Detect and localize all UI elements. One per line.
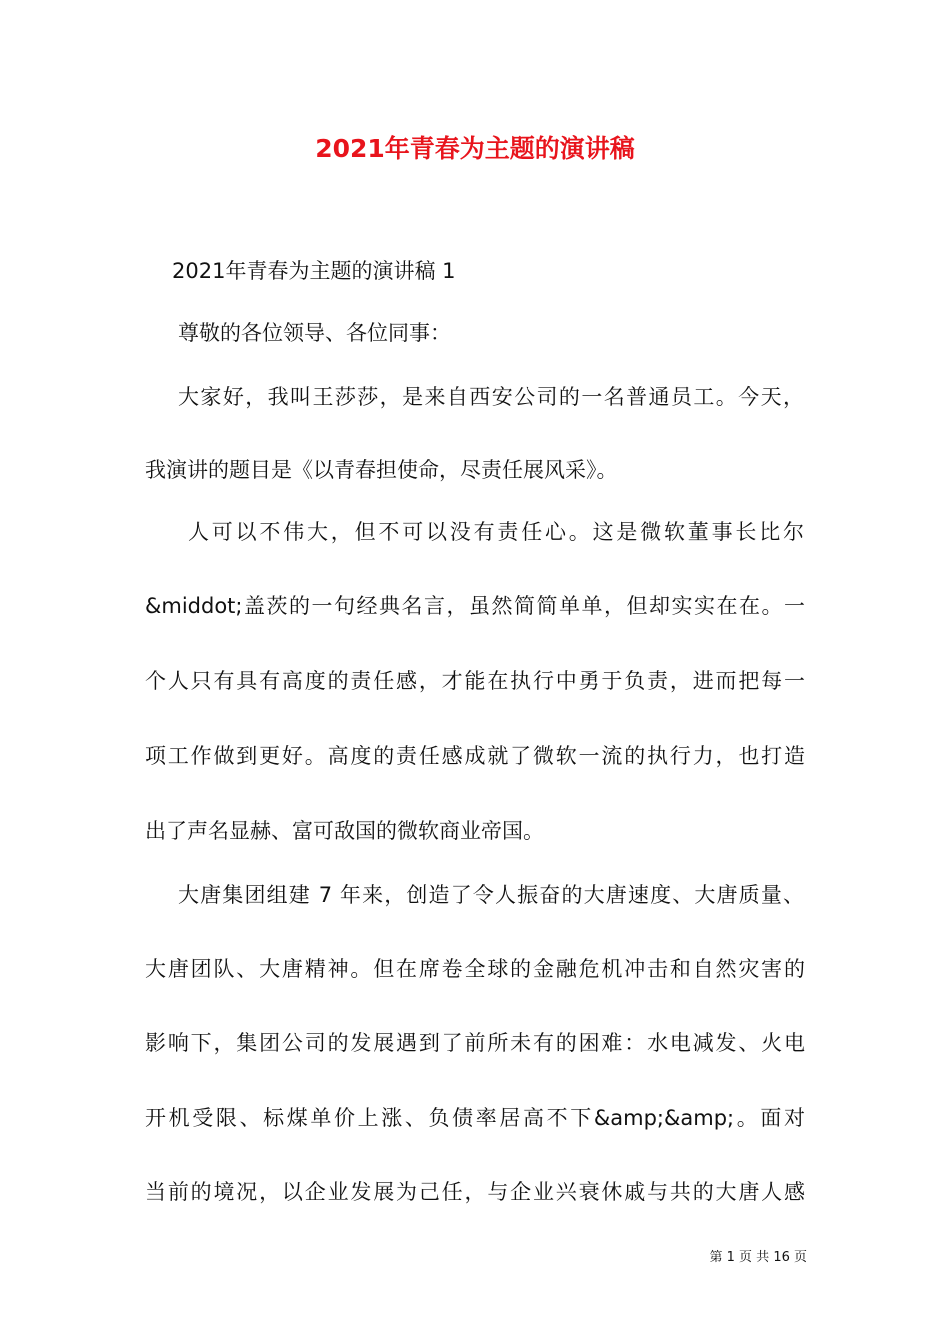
paragraph-line: 出了声名显赫、富可敌国的微软商业帝国。 bbox=[145, 819, 544, 843]
paragraph-line: 大唐团队、大唐精神。但在席卷全球的金融危机冲击和自然灾害的 bbox=[145, 957, 805, 981]
paragraph-line: &middot;盖茨的一句经典名言，虽然简简单单，但却实实在在。一 bbox=[145, 594, 805, 618]
paragraph-line: 当前的境况，以企业发展为己任，与企业兴衰休戚与共的大唐人感 bbox=[145, 1180, 805, 1204]
document-title: 2021年青春为主题的演讲稿 bbox=[315, 134, 635, 163]
salutation: 尊敬的各位领导、各位同事： bbox=[178, 321, 451, 345]
paragraph-line: 大唐集团组建 7 年来，创造了令人振奋的大唐速度、大唐质量、 bbox=[178, 883, 804, 907]
paragraph-line: 人可以不伟大，但不可以没有责任心。这是微软董事长比尔 bbox=[188, 520, 804, 544]
paragraph-line: 项工作做到更好。高度的责任感成就了微软一流的执行力，也打造 bbox=[145, 744, 805, 768]
paragraph-line: 大家好，我叫王莎莎，是来自西安公司的一名普通员工。今天， bbox=[178, 385, 804, 409]
paragraph-line: 影响下，集团公司的发展遇到了前所未有的困难：水电减发、火电 bbox=[145, 1031, 805, 1055]
page-number: 第 1 页 共 16 页 bbox=[709, 1250, 807, 1265]
paragraph-line: 开机受限、标煤单价上涨、负债率居高不下&amp;&amp;。面对 bbox=[145, 1106, 805, 1130]
paragraph-line: 我演讲的题目是《以青春担使命，尽责任展风采》。 bbox=[145, 458, 618, 482]
paragraph-line: 个人只有具有高度的责任感，才能在执行中勇于负责，进而把每一 bbox=[145, 669, 805, 693]
section-heading: 2021年青春为主题的演讲稿 1 bbox=[172, 259, 456, 283]
